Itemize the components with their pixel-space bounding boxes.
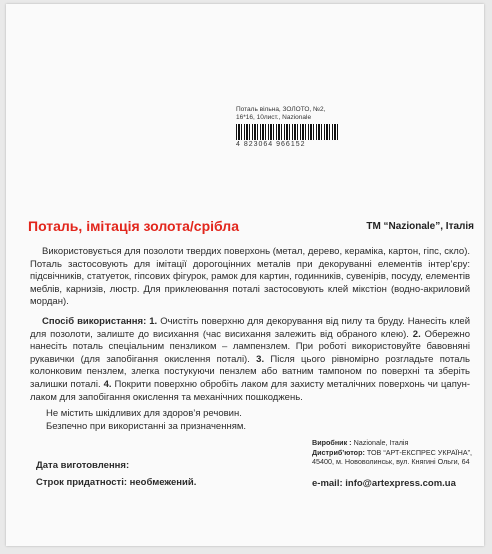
usage-instructions [30,316,470,404]
distributor-value: ТОВ “АРТ-ЕКСПРЕС УКРАЇНА”, [366,447,473,457]
barcode-sticker [236,106,356,149]
safety-line-1: Не містить шкідливих для здоров’я речовин. [46,408,242,419]
distributor-label: Дистриб’ютор: [312,447,365,457]
step-number: 3. [256,353,265,365]
sticker-size-line: 16*16, 10лист., Nazionale [236,114,312,121]
production-date-label: Дата виготовлення: [36,460,130,471]
sticker-product-line: Поталь вільна, ЗОЛОТО, №2, [236,106,326,113]
usage-heading: Спосіб використання: [42,315,147,327]
safety-line-2: Безпечно при використанні за призначенням. [46,421,247,432]
maker-label: Виробник : [312,438,352,447]
product-label-sheet [6,4,484,546]
description-text: Використовується для позолоти твердих поверхонь (метал, дерево, кераміка, картон, гіпс, скло). Поталь застосовують для імітації дорогоцінних металів при декоруванні елементів інтер’єру: підсвічників, статуеток, гіпсових фігурок, рамок для картин, годинників, сувенірів, посуду, елементів меблів, карнизів, люстр. Для приклеювання поталі застосовують клей мікстіон (водно-акриловий мордан). [30,246,470,308]
barcode-number: 4 823064 966152 [236,141,306,148]
step-2-text: Обережно нанесіть поталь спеціальним пензликом – лампензлем. При роботі використовуйте бавовняні рукавички (для запобігання окислення поталі). [30,328,470,365]
step-number: 4. [103,378,112,390]
barcode-icon [236,124,340,140]
step-1-text: Очистіть поверхню для декорування від пилу та бруду. Нанесіть клей для позолоти, залиште до висихання (час висихання залежить від обраного клею). [30,315,470,340]
manufacturer-info [312,438,482,467]
step-4-text: Покрити поверхню обробіть лаком для захисту металічних поверхонь чи цапун-лаком для запобігання окислення та механічних пошкоджень. [30,378,471,403]
maker-value: Nazionale, Італія [353,438,409,447]
brand-label: ТМ “Nazionale”, Італія [366,221,474,232]
contact-email: e-mail: info@artexpress.com.ua [312,478,456,489]
distributor-address: 45400, м. Нововолинськ, вул. Княгині Ольги, 64 [312,457,470,467]
description-block [30,246,470,411]
step-3-text: Після цього рівномірно розгладьте поталь колонковим пензлем, злегка постукуючи пензлем або ватним тампоном по поверхні та зберіть залишки поталі. [30,353,470,390]
product-title: Поталь, імітація золота/срібла [28,218,239,234]
step-number: 2. [412,328,421,340]
shelf-life-label: Строк придатності: необмежений. [36,477,197,488]
safety-notes [46,407,246,433]
step-number: 1. [149,315,158,327]
